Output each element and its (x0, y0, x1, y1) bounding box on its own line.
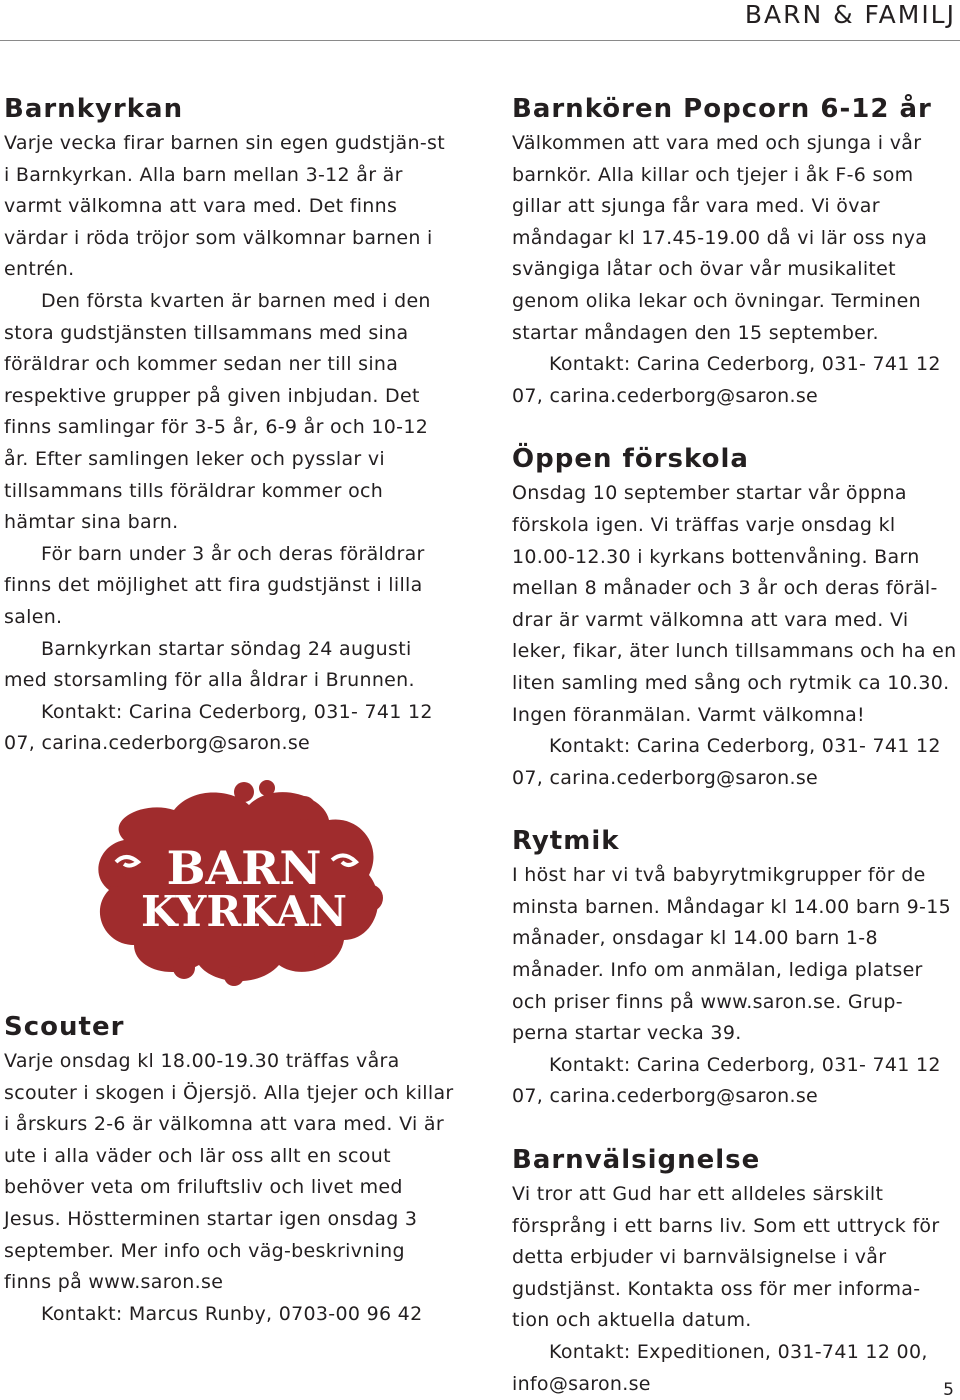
page-header-title: BARN & FAMILJ (744, 0, 956, 29)
section-forskola (512, 442, 957, 794)
section-barnkyrkan (4, 92, 454, 760)
barnkyrkan-paragraph-2: Den första kvarten är barnen med i den stora gudstjänsten tillsammans med sina föräldrar och kommer sedan ner till sina respektive grupper på given inbjudan. Det finns samlingar för 3-5 år, 6-9 år och 10-12 år. Efter samlingen leker och pysslar vi tillsammans tills föräldrar kommer och hämtar sina barn. (4, 289, 431, 534)
barnkyrkan-paragraph-1: Varje vecka firar barnen sin egen gudstjän-st i Barnkyrkan. Alla barn mellan 3-12 år är varmt välkomna att vara med. Det finns värdar i röda tröjor som välkomnar barnen i entrén. (4, 132, 445, 281)
popcorn-heading: Barnkören Popcorn 6-12 år (512, 94, 932, 124)
section-popcorn (512, 92, 957, 412)
forskola-paragraph-1: Onsdag 10 september startar vår öppna förskola igen. Vi träffas varje onsdag kl 10.00-12.30 i kyrkans bottenvåning. Barn mellan 8 månader och 3 år och deras föräl-drar är varmt välkomna att vara med. Vi leker, fikar, äter lunch tillsammans och ha en liten samling med sång och rytmik ca 10.30. Ingen föranmälan. Varmt välkomna! (512, 482, 957, 726)
scouter-paragraph-1: Varje onsdag kl 18.00-19.30 träffas våra scouter i skogen i Öjersjö. Alla tjejer och killar i årskurs 2-6 är välkomna att vara med. Vi är ute i alla väder och lär oss allt en scout behöver veta om friluftsliv och livet med Jesus. Höstterminen startar igen onsdag 3 september. Mer info och väg-beskrivning finns på www.saron.se (4, 1050, 454, 1294)
left-column (4, 92, 454, 760)
section-gap (512, 1113, 957, 1143)
logo-text-kyrkan: KYRKAN (140, 887, 348, 936)
forskola-heading: Öppen förskola (512, 444, 749, 475)
popcorn-contact: Kontakt: Carina Cederborg, 031- 741 12 07, carina.cederborg@saron.se (512, 353, 941, 407)
section-rytmik (512, 824, 957, 1113)
rytmik-heading: Rytmik (512, 826, 620, 857)
section-gap (512, 794, 957, 824)
barnkyrkan-heading: Barnkyrkan (4, 94, 184, 124)
rytmik-contact: Kontakt: Carina Cederborg, 031- 741 12 07, carina.cederborg@saron.se (512, 1053, 941, 1108)
barnkyrkan-contact: Kontakt: Carina Cederborg, 031- 741 12 07, carina.cederborg@saron.se (4, 700, 433, 755)
barnkyrkan-paragraph-3: För barn under 3 år och deras föräldrar finns det möjlighet att fira gudstjänst i lilla salen. (4, 542, 425, 628)
valsignelse-paragraph-1: Vi tror att Gud har ett alldeles särskilt försprång i ett barns liv. Som ett uttryck för detta erbjuder vi barnvälsignelse i vår gudstjänst. Kontakta oss för mer informa-tion och aktuella datum. (512, 1183, 940, 1332)
section-valsignelse (512, 1143, 957, 1400)
barnkyrkan-paragraph-4: Barnkyrkan startar söndag 24 augusti med storsamling för alla åldrar i Brunnen. (4, 637, 415, 692)
popcorn-paragraph-1: Välkommen att vara med och sjunga i vår barnkör. Alla killar och tjejer i åk F-6 som gillar att sjunga får vara med. Vi övar måndagar kl 17.45-19.00 då vi lär oss nya svängiga låtar och övar vår musikalitet genom olika lekar och övningar. Terminen startar måndagen den 15 september. (512, 132, 928, 344)
barnkyrkan-logo (84, 780, 388, 988)
rytmik-paragraph-1: I höst har vi två babyrytmikgrupper för de minsta barnen. Måndagar kl 14.00 barn 9-15 månader, onsdagar kl 14.00 barn 1-8 månader. Info om anmälan, lediga platser och priser finns på www.saron.se. Grup-perna startar vecka 39. (512, 864, 951, 1045)
section-scouter (4, 1010, 454, 1330)
scouter-heading: Scouter (4, 1012, 125, 1042)
valsignelse-contact: Kontakt: Expeditionen, 031-741 12 00, info@saron.se (512, 1341, 928, 1395)
logo-text-barn: BARN (166, 841, 322, 895)
valsignelse-heading: Barnvälsignelse (512, 1145, 761, 1176)
section-gap (512, 412, 957, 442)
right-column (512, 92, 957, 1400)
header-divider (0, 40, 960, 41)
page-number: 5 (943, 1380, 954, 1400)
scouter-contact: Kontakt: Marcus Runby, 0703-00 96 42 (41, 1302, 423, 1325)
forskola-contact: Kontakt: Carina Cederborg, 031- 741 12 07, carina.cederborg@saron.se (512, 735, 941, 789)
